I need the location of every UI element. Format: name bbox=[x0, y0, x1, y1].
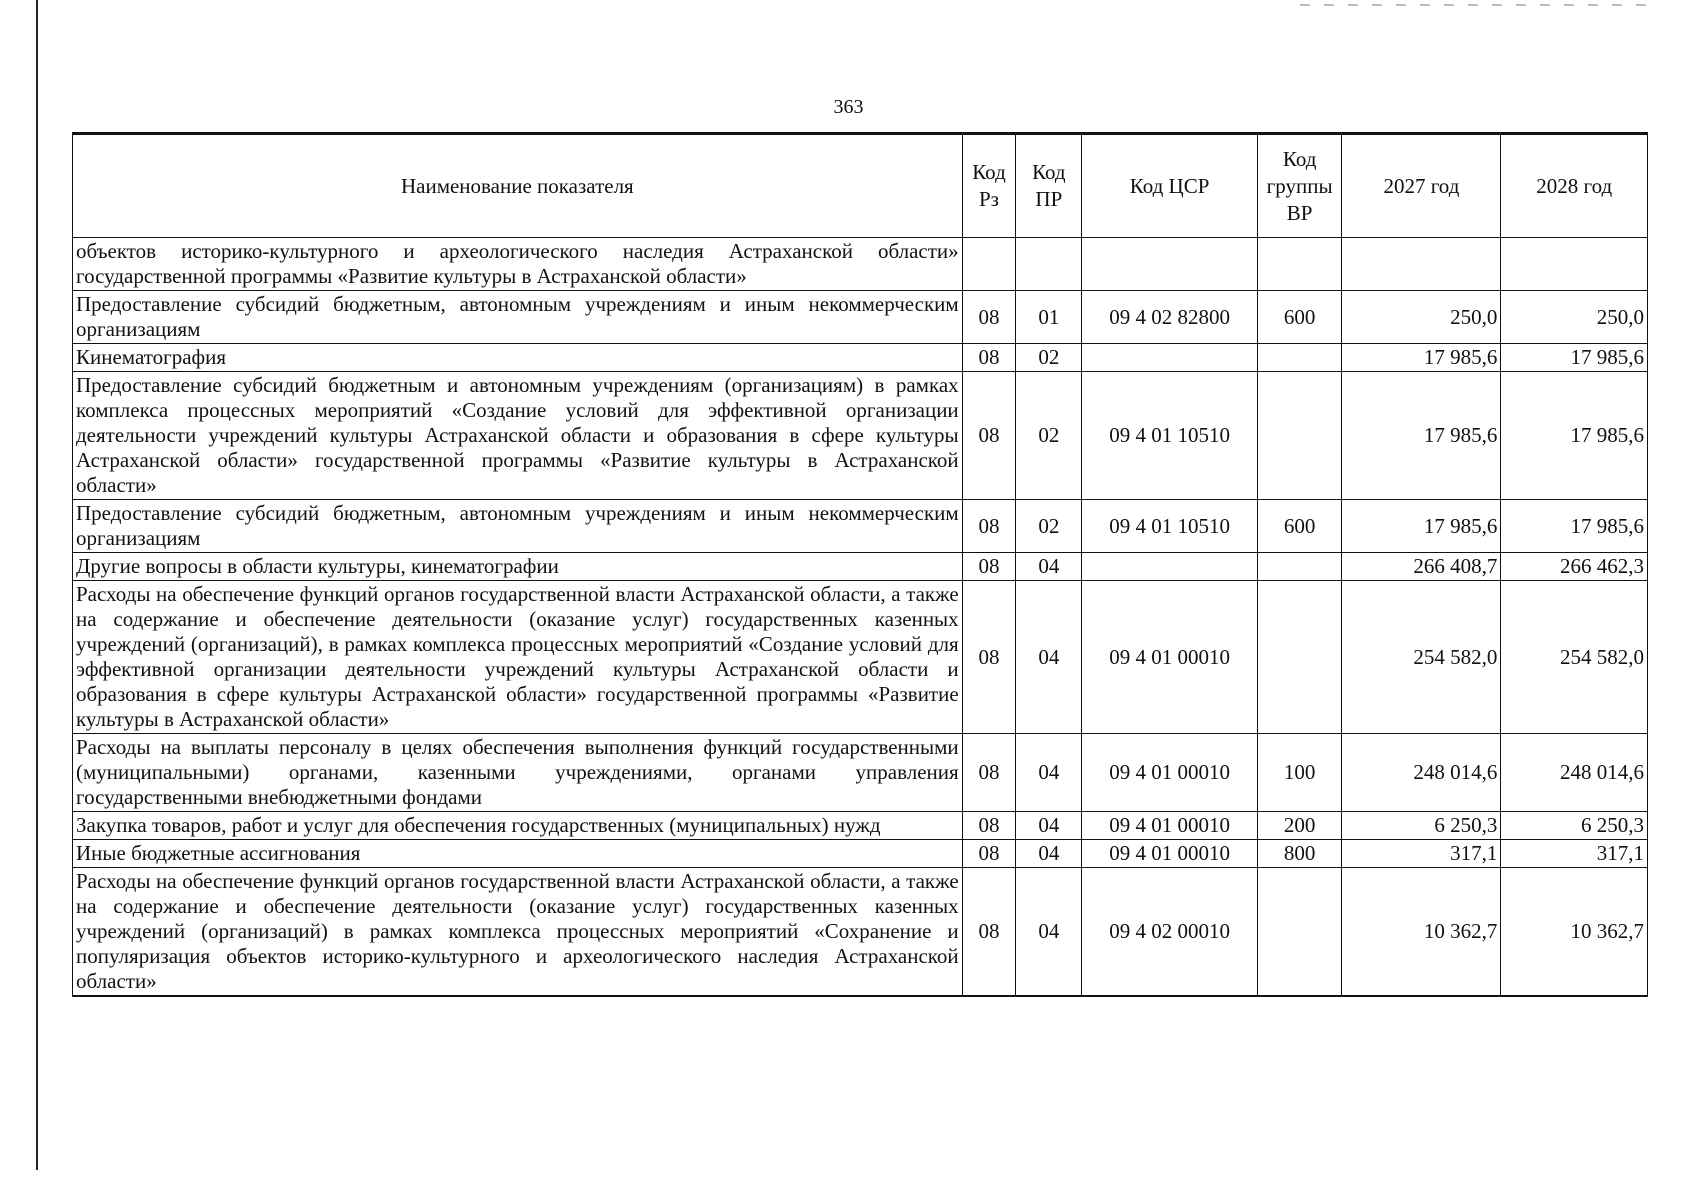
row-rz bbox=[962, 238, 1016, 291]
row-csr: 09 4 02 00010 bbox=[1082, 868, 1257, 997]
row-rz: 08 bbox=[962, 291, 1016, 344]
row-2027: 254 582,0 bbox=[1342, 581, 1501, 734]
row-name: Предоставление субсидий бюджетным и автономным учреждениям (организациям) в рамках комплекса процессных мероприятий «Создание условий для эффективной организации деятельности учреждений культуры Астраханской области и образования в сфере культуры Астраханской области» государственной программы «Развитие культуры в Астраханской области» bbox=[73, 372, 963, 500]
row-name: Иные бюджетные ассигнования bbox=[73, 840, 963, 868]
row-2028: 317,1 bbox=[1501, 840, 1648, 868]
row-2027: 317,1 bbox=[1342, 840, 1501, 868]
row-pr: 04 bbox=[1016, 581, 1082, 734]
row-2027: 17 985,6 bbox=[1342, 500, 1501, 553]
table-row bbox=[73, 581, 1648, 734]
row-pr: 04 bbox=[1016, 734, 1082, 812]
row-2028: 248 014,6 bbox=[1501, 734, 1648, 812]
row-pr: 02 bbox=[1016, 344, 1082, 372]
row-rz: 08 bbox=[962, 868, 1016, 997]
row-pr: 02 bbox=[1016, 500, 1082, 553]
row-vr bbox=[1257, 238, 1342, 291]
row-name: Расходы на выплаты персоналу в целях обеспечения выполнения функций государственными (муниципальными) органами, казенными учреждениями, органами управления государственными внебюджетными фондами bbox=[73, 734, 963, 812]
row-2027: 17 985,6 bbox=[1342, 344, 1501, 372]
row-csr: 09 4 01 10510 bbox=[1082, 372, 1257, 500]
row-name: Закупка товаров, работ и услуг для обеспечения государственных (муниципальных) нужд bbox=[73, 812, 963, 840]
row-vr: 200 bbox=[1257, 812, 1342, 840]
table-row bbox=[73, 812, 1648, 840]
row-2027: 17 985,6 bbox=[1342, 372, 1501, 500]
row-csr: 09 4 01 10510 bbox=[1082, 500, 1257, 553]
row-pr: 04 bbox=[1016, 840, 1082, 868]
row-2028: 17 985,6 bbox=[1501, 372, 1648, 500]
row-name: Предоставление субсидий бюджетным, автономным учреждениям и иным некоммерческим организациям bbox=[73, 291, 963, 344]
row-rz: 08 bbox=[962, 734, 1016, 812]
row-csr: 09 4 01 00010 bbox=[1082, 812, 1257, 840]
row-rz: 08 bbox=[962, 812, 1016, 840]
row-2027: 266 408,7 bbox=[1342, 553, 1501, 581]
row-2028: 6 250,3 bbox=[1501, 812, 1648, 840]
table-row bbox=[73, 372, 1648, 500]
row-pr: 04 bbox=[1016, 553, 1082, 581]
row-rz: 08 bbox=[962, 581, 1016, 734]
header-pr: Код ПР bbox=[1016, 134, 1082, 238]
row-vr bbox=[1257, 868, 1342, 997]
row-csr bbox=[1082, 238, 1257, 291]
row-2028: 17 985,6 bbox=[1501, 344, 1648, 372]
header-csr: Код ЦСР bbox=[1082, 134, 1257, 238]
row-2028: 17 985,6 bbox=[1501, 500, 1648, 553]
header-2027: 2027 год bbox=[1342, 134, 1501, 238]
header-rz: Код Рз bbox=[962, 134, 1016, 238]
row-2027: 250,0 bbox=[1342, 291, 1501, 344]
row-name: Кинематография bbox=[73, 344, 963, 372]
table-row bbox=[73, 840, 1648, 868]
row-csr: 09 4 01 00010 bbox=[1082, 734, 1257, 812]
scan-top-noise bbox=[1300, 4, 1660, 6]
row-2028: 266 462,3 bbox=[1501, 553, 1648, 581]
row-rz: 08 bbox=[962, 500, 1016, 553]
row-pr bbox=[1016, 238, 1082, 291]
row-rz: 08 bbox=[962, 344, 1016, 372]
table-row bbox=[73, 734, 1648, 812]
row-name: Предоставление субсидий бюджетным, автономным учреждениям и иным некоммерческим организациям bbox=[73, 500, 963, 553]
row-rz: 08 bbox=[962, 553, 1016, 581]
row-csr: 09 4 01 00010 bbox=[1082, 840, 1257, 868]
row-2028: 254 582,0 bbox=[1501, 581, 1648, 734]
row-csr: 09 4 02 82800 bbox=[1082, 291, 1257, 344]
row-name: Расходы на обеспечение функций органов государственной власти Астраханской области, а также на содержание и обеспечение деятельности (оказание услуг) государственных казенных учреждений (организаций) в рамках комплекса процессных мероприятий «Сохранение и популяризация объектов историко-культурного и археологического наследия Астраханской области» bbox=[73, 868, 963, 997]
header-2028: 2028 год bbox=[1501, 134, 1648, 238]
row-vr bbox=[1257, 344, 1342, 372]
row-2027: 248 014,6 bbox=[1342, 734, 1501, 812]
row-2027: 6 250,3 bbox=[1342, 812, 1501, 840]
table-row bbox=[73, 291, 1648, 344]
table-row bbox=[73, 238, 1648, 291]
scan-left-edge bbox=[36, 0, 38, 1170]
row-vr: 600 bbox=[1257, 291, 1342, 344]
row-vr: 600 bbox=[1257, 500, 1342, 553]
row-pr: 02 bbox=[1016, 372, 1082, 500]
row-2027 bbox=[1342, 238, 1501, 291]
table-row bbox=[73, 500, 1648, 553]
table-row bbox=[73, 344, 1648, 372]
row-pr: 04 bbox=[1016, 812, 1082, 840]
header-name: Наименование показателя bbox=[73, 134, 963, 238]
table-row bbox=[73, 868, 1648, 997]
row-name: объектов историко-культурного и археологического наследия Астраханской области» государственной программы «Развитие культуры в Астраханской области» bbox=[73, 238, 963, 291]
row-csr bbox=[1082, 344, 1257, 372]
row-2027: 10 362,7 bbox=[1342, 868, 1501, 997]
page-number: 363 bbox=[833, 96, 864, 118]
row-vr bbox=[1257, 553, 1342, 581]
row-vr: 100 bbox=[1257, 734, 1342, 812]
row-2028: 250,0 bbox=[1501, 291, 1648, 344]
row-pr: 01 bbox=[1016, 291, 1082, 344]
row-rz: 08 bbox=[962, 372, 1016, 500]
row-name: Другие вопросы в области культуры, кинематографии bbox=[73, 553, 963, 581]
row-vr bbox=[1257, 372, 1342, 500]
row-csr bbox=[1082, 553, 1257, 581]
row-2028: 10 362,7 bbox=[1501, 868, 1648, 997]
row-csr: 09 4 01 00010 bbox=[1082, 581, 1257, 734]
row-pr: 04 bbox=[1016, 868, 1082, 997]
row-2028 bbox=[1501, 238, 1648, 291]
budget-table bbox=[72, 132, 1648, 997]
table-row bbox=[73, 553, 1648, 581]
row-vr bbox=[1257, 581, 1342, 734]
row-name: Расходы на обеспечение функций органов государственной власти Астраханской области, а также на содержание и обеспечение деятельности (оказание услуг) государственных казенных учреждений (организаций), в рамках комплекса процессных мероприятий «Создание условий для эффективной организации деятельности учреждений культуры Астраханской области и образования в сфере культуры Астраханской области» государственной программы «Развитие культуры в Астраханской области» bbox=[73, 581, 963, 734]
row-vr: 800 bbox=[1257, 840, 1342, 868]
header-row bbox=[73, 134, 1648, 238]
header-vr: Код группы ВР bbox=[1257, 134, 1342, 238]
row-rz: 08 bbox=[962, 840, 1016, 868]
